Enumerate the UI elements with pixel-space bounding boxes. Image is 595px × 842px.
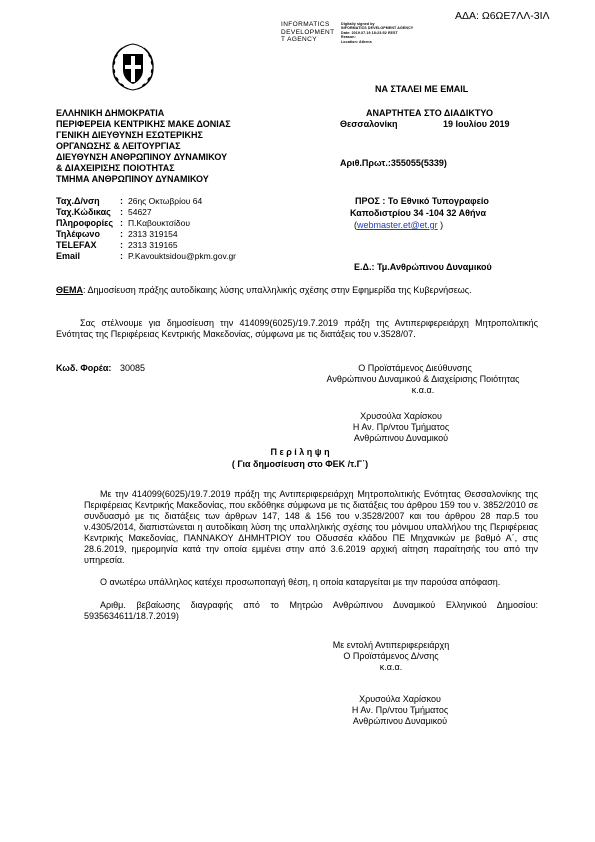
- summary-title: Π ε ρ ί λ η ψ η: [270, 447, 330, 457]
- contact-details: [56, 196, 236, 262]
- posting-date: 19 Ιουλίου 2019: [443, 119, 510, 129]
- subject-label: ΘΕΜΑ: [56, 285, 83, 295]
- ada-code: ΑΔΑ: Ω6ΩΕ7ΛΛ-3ΙΛ: [455, 10, 550, 22]
- subject: [56, 285, 538, 296]
- body-paragraph-2: Ο ανωτέρω υπάλληλος κατέχει προσωποπαγή θέση, η οποία καταργείται με την παρούσα απόφαση.: [100, 577, 501, 587]
- signature-name-2: Χρυσούλα Χαρίσκου Η Αν. Πρ/ντου Τμήματος Ανθρώπινου Δυναμικού: [351, 694, 449, 726]
- signature-block-1: Ο Προϊστάμενος Διεύθυνσης Ανθρώπινου Δυναμικού & Διαχείρισης Ποιότητας κ.α.α.: [326, 363, 520, 395]
- signature-block-2: Με εντολή Αντιπεριφερειάρχη Ο Προϊστάμενος Δ/νσης κ.α.α.: [332, 640, 450, 672]
- contact-row: Email : P.Kavouktsidou@pkm.gov.gr: [56, 251, 237, 261]
- posting-title: ΑΝΑΡΤΗΤΕΑ ΣΤΟ ΔΙΑΔΙΚΤΥΟ: [366, 108, 493, 118]
- summary-subtitle: ( Για δημοσίευση στο ΦΕΚ /τ.Γ΄): [231, 459, 369, 469]
- contact-row: Πληροφορίες : Π.Καβουκτσίδου: [56, 218, 190, 228]
- internal-distribution: Ε.Δ.: Τμ.Ανθρώπινου Δυναμικού: [354, 262, 492, 272]
- email-notice: ΝΑ ΣΤΑΛΕΙ ΜΕ EMAIL: [375, 84, 469, 94]
- posting-city: Θεσσαλονίκη: [340, 119, 398, 129]
- contact-row: Ταχ.Δ/νση : 26ης Οκτωβρίου 64: [56, 196, 203, 206]
- agency-name: INFORMATICS DEVELOPMENT T AGENCY: [281, 21, 335, 43]
- recipient-address: Καποδιστρίου 34 -104 32 Αθήνα: [350, 208, 487, 218]
- sender-block: ΕΛΛΗΝΙΚΗ ΔΗΜΟΚΡΑΤΙΑ ΠΕΡΙΦΕΡΕΙΑ ΚΕΝΤΡΙΚΗΣ ΜΑΚΕ ΔΟΝΙΑΣ ΓΕΝΙΚΗ ΔΙΕΥΘΥΝΣΗ ΕΣΩΤΕΡΙΚΗΣ ΟΡΓΑΝΩΣΗΣ & ΛΕΙΤΟΥΡΓΙΑΣ ΔΙΕΥΘΥΝΣΗ ΑΝΘΡΩΠΙΝΟΥ ΔΥΝΑΜΙΚΟΥ & ΔΙΑΧΕΙΡΙΣΗΣ ΠΟΙΟΤΗΤΑΣ ΤΜΗΜΑ ΑΝΘΡΩΠΙΝΟΥ ΔΥΝΑΜΙΚΟΥ: [56, 108, 231, 184]
- contact-row: TELEFAX : 2313 319165: [56, 240, 178, 250]
- greek-emblem-icon: [108, 42, 158, 92]
- body-paragraph-1: Με την 414099(6025)/19.7.2019 πράξη της Αντιπεριφερειάρχη Μητροπολιτικής Ενότητας Θεσσαλονίκης της Περιφέρειας Κεντρικής Μακεδονίας, που εκδόθηκε σύμφωνα με τις διατάξεις του άρθρου 159 του ν. 3852/2010 σε συνδυασμό με τις διατάξεις των άρθρων 147, 148 & 156 του ν.3528/2007 και του άρθρου 28 παρ.5 του ν.4305/2014, διαπιστώνεται η αυτοδίκαιη λύση της υπαλληλικής σχέσης του μόνιμου υπαλλήλου της Περιφέρειας Κεντρικής Μακεδονίας, ΠΑΝΝΑΚΟΥ ΔΗΜΗΤΡΙΟΥ του Οδυσσέα κλάδου ΠΕ Μηχανικών με βαθμό Α΄, στις 28.6.2019, ημερομηνία κατά την οποία εμμένει στην από 3.6.2019 αρχική αίτηση παραίτησής του από την υπηρεσία.: [84, 489, 538, 565]
- digital-signature-info: Digitally signed by INFORMATICS DEVELOPMENT AGENCY Date: 2019.07.19 18:23:52 EEST Reason: Location: Athens: [341, 22, 414, 44]
- intro-paragraph: Σας στέλνουμε για δημοσίευση την 414099(6025)/19.7.2019 πράξη της Αντιπεριφερειάρχη Μητροπολιτικής Ενότητας της Περιφέρειας Κεντρικής Μακεδονίας, σύμφωνα με τις διατάξεις του ν.3528/07.: [56, 318, 538, 339]
- subject-text: : Δημοσίευση πράξης αυτοδίκαιης λύσης υπαλληλικής σχέσης στην Εφημερίδα της Κυβερνήσεως.: [83, 285, 472, 295]
- code-value: 30085: [120, 363, 146, 373]
- recipient-email-link[interactable]: webmaster.et@et.gr: [357, 220, 438, 230]
- signature-name-1: Χρυσούλα Χαρίσκου Η Αν. Πρ/ντου Τμήματος Ανθρώπινου Δυναμικού: [352, 411, 450, 443]
- code-label: Κωδ. Φορέα:: [56, 363, 112, 373]
- recipient-email-line: (webmaster.et@et.gr ): [354, 220, 444, 230]
- protocol-number: Αριθ.Πρωτ.:355055(5339): [340, 158, 447, 168]
- contact-row: Τηλέφωνο : 2313 319154: [56, 229, 178, 239]
- recipient-to: ΠΡΟΣ : Το Εθνικό Τυπογραφείο: [355, 196, 489, 206]
- body-paragraph-3: Αριθμ. βεβαίωσης διαγραφής από το Μητρώο Ανθρώπινου Δυναμικού Ελληνικού Δημοσίου: 5935634611/18.7.2019): [84, 600, 538, 621]
- contact-row: Ταχ.Κώδικας : 54627: [56, 207, 152, 217]
